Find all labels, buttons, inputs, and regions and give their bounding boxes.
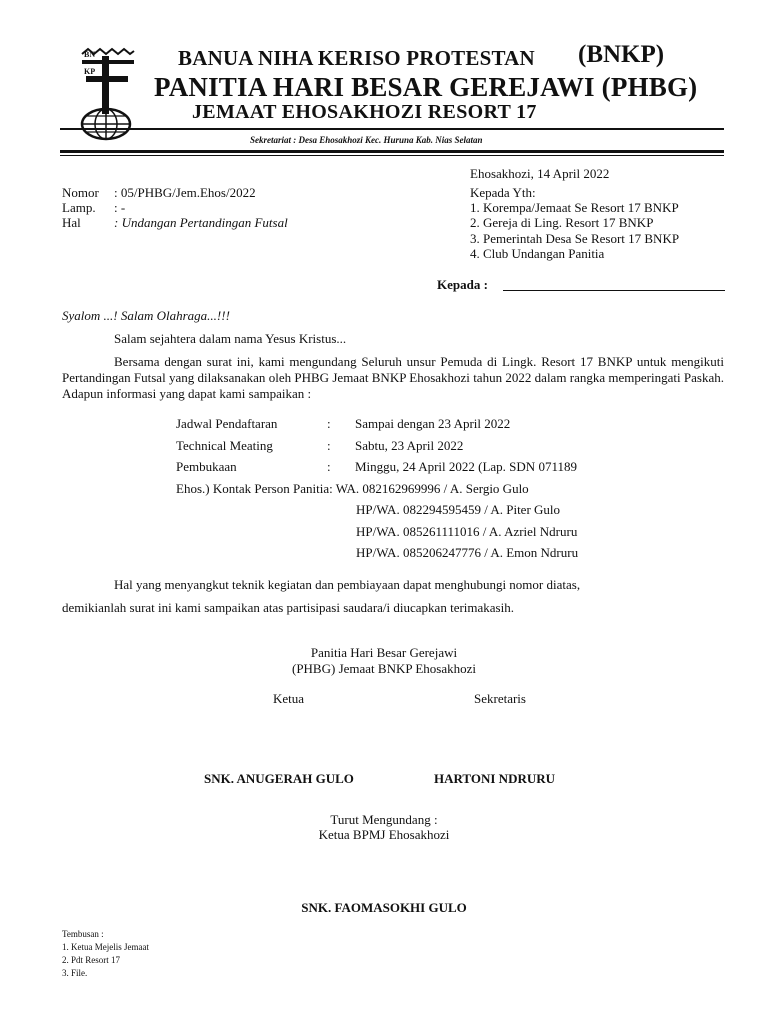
- recipient-item: 1. Korempa/Jemaat Se Resort 17 BNKP: [470, 200, 679, 215]
- body-paragraph-2: Hal yang menyangkut teknik kegiatan dan pembiayaan dapat menghubungi nomor diatas,: [114, 577, 581, 592]
- kepada-blank-line: [503, 290, 725, 291]
- role-sekretaris: Sekretaris: [474, 691, 526, 706]
- body-paragraph-1: Bersama dengan surat ini, kami mengundang Seluruh unsur Pemuda di Lingk. Resort 17 BNKP untuk mengikuti Pertandingan Futsal yang dilaksanakan oleh PHBG Jemaat BNKP Ehosakhozi tahun 2022 dalam rangka memperingati Paskah. Adapun informasi yang dapat kami sampaikan :: [62, 354, 724, 401]
- schedule-value: Sampai dengan 23 April 2022: [355, 416, 511, 431]
- contact-item: HP/WA. 085261111016 / A. Azriel Ndruru: [356, 524, 578, 539]
- schedule-row: [176, 459, 577, 475]
- header-rule-bottom: [60, 150, 724, 153]
- contact-item: HP/WA. 085206247776 / A. Emon Ndruru: [356, 545, 579, 560]
- schedule-row: [176, 416, 510, 432]
- greeting: Syalom ...! Salam Olahraga...!!!: [62, 308, 230, 323]
- schedule-value: Minggu, 24 April 2022 (Lap. SDN 071189: [355, 459, 577, 474]
- contact-item: HP/WA. 082294595459 / A. Piter Gulo: [356, 502, 561, 517]
- schedule-row: [176, 438, 463, 454]
- cc-item: 2. Pdt Resort 17: [62, 955, 121, 965]
- role-ketua: Ketua: [273, 691, 305, 706]
- signatory-sekretaris: HARTONI NDRURU: [434, 771, 556, 786]
- place-date: Ehosakhozi, 14 April 2022: [470, 166, 610, 181]
- meta-key: Hal: [62, 215, 81, 230]
- org-name-abbr: (BNKP): [578, 41, 665, 68]
- opening-line: Salam sejahtera dalam nama Yesus Kristus...: [114, 331, 347, 346]
- meta-hal: [62, 215, 288, 231]
- schedule-label: Technical Meating: [176, 438, 273, 453]
- cc-heading: Tembusan :: [62, 929, 104, 939]
- cc-item: 1. Ketua Mejelis Jemaat: [62, 942, 149, 952]
- meta-key: Lamp.: [62, 200, 96, 215]
- secretariat-address: Sekretariat : Desa Ehosakhozi Kec. Huruna Kab. Nias Selatan: [250, 135, 483, 145]
- recipient-item: 2. Gereja di Ling. Resort 17 BNKP: [470, 215, 654, 230]
- schedule-sep: :: [327, 459, 331, 474]
- recipients-heading: Kepada Yth:: [470, 185, 536, 200]
- co-invite-signatory: SNK. FAOMASOKHI GULO: [301, 900, 467, 915]
- contact-line: Ehos.) Kontak Person Panitia: WA. 082162969996 / A. Sergio Gulo: [176, 481, 529, 496]
- recipient-item: 3. Pemerintah Desa Se Resort 17 BNKP: [470, 231, 680, 246]
- org-name-line3: JEMAAT EHOSAKHOZI RESORT 17: [192, 101, 537, 123]
- schedule-sep: :: [327, 438, 331, 453]
- committee-line-2: (PHBG) Jemaat BNKP Ehosakhozi: [291, 661, 477, 676]
- org-name-line1: BANUA NIHA KERISO PROTESTAN: [178, 46, 535, 70]
- logo-text-left: KP: [84, 67, 96, 76]
- logo-text-top: BN: [84, 50, 96, 59]
- meta-value: : -: [114, 200, 126, 215]
- meta-nomor: [62, 185, 256, 201]
- header-rule-thick: [60, 128, 724, 130]
- header-rule-bottom-thin: [60, 155, 724, 156]
- signatory-ketua: SNK. ANUGERAH GULO: [204, 771, 354, 786]
- meta-key: Nomor: [62, 185, 99, 200]
- meta-value: : Undangan Pertandingan Futsal: [114, 215, 288, 230]
- schedule-value: Sabtu, 23 April 2022: [355, 438, 464, 453]
- recipient-item: 4. Club Undangan Panitia: [470, 246, 605, 261]
- schedule-label: Jadwal Pendaftaran: [176, 416, 278, 431]
- body-paragraph-3: demikianlah surat ini kami sampaikan atas partisipasi saudara/i diucapkan terimakasih.: [62, 600, 514, 615]
- meta-value: : 05/PHBG/Jem.Ehos/2022: [114, 185, 256, 200]
- org-name-line2: PANITIA HARI BESAR GEREJAWI (PHBG): [154, 72, 698, 102]
- cc-item: 3. File.: [62, 968, 88, 978]
- co-invite-role: Ketua BPMJ Ehosakhozi: [318, 827, 450, 842]
- meta-lamp: [62, 200, 125, 216]
- committee-line-1: Panitia Hari Besar Gerejawi: [310, 645, 458, 660]
- schedule-label: Pembukaan: [176, 459, 237, 474]
- kepada-label: Kepada :: [437, 277, 488, 292]
- schedule-sep: :: [327, 416, 331, 431]
- co-invite-label: Turut Mengundang :: [330, 812, 438, 827]
